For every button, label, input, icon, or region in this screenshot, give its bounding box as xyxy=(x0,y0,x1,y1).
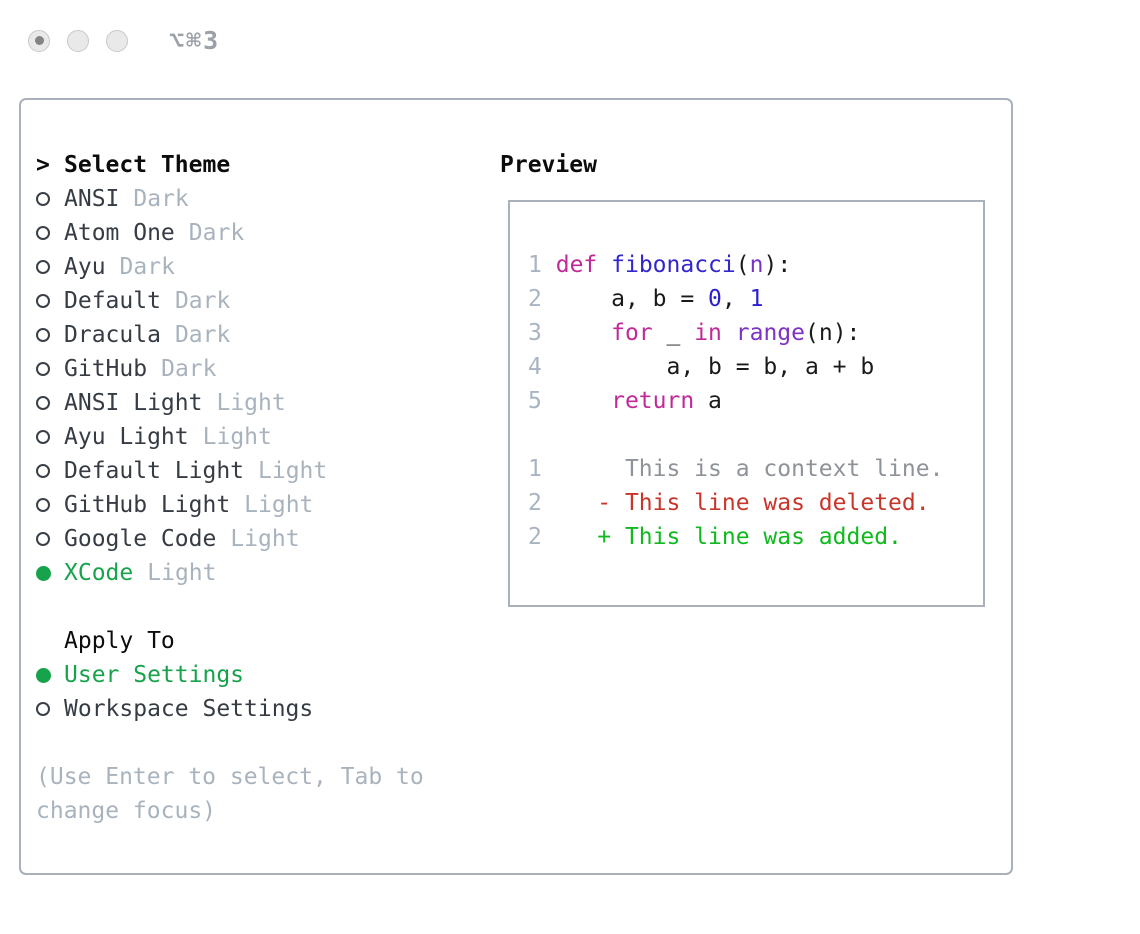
radio-selected-icon xyxy=(36,668,64,683)
code-line: 2 - This line was deleted. xyxy=(528,490,930,516)
help-text xyxy=(36,760,424,828)
code-line: 4 a, b = b, a + b xyxy=(528,354,875,380)
theme-picker-panel xyxy=(19,98,1013,875)
select-theme-header xyxy=(36,148,424,182)
apply-option-label: Workspace Settings xyxy=(64,696,314,722)
theme-variant-label: Dark xyxy=(188,220,245,246)
apply-to-list xyxy=(36,658,424,726)
radio-icon xyxy=(36,532,64,546)
radio-icon xyxy=(36,328,64,342)
titlebar xyxy=(28,26,220,55)
theme-variant-label: Light xyxy=(216,390,286,416)
theme-variant-label: Dark xyxy=(119,254,175,280)
help-line-2: change focus) xyxy=(36,798,217,824)
theme-option-ansi-light-light[interactable] xyxy=(36,386,424,420)
radio-icon xyxy=(36,464,64,478)
radio-icon xyxy=(36,192,64,206)
theme-option-default-dark[interactable] xyxy=(36,284,424,318)
theme-name-label: Ayu Light xyxy=(64,424,189,450)
spacer xyxy=(36,590,424,624)
theme-option-ayu-dark[interactable] xyxy=(36,250,424,284)
apply-to-heading: Apply To xyxy=(64,628,175,654)
radio-icon xyxy=(36,226,64,240)
code-line: 3 for _ in range(n): xyxy=(528,320,861,346)
radio-icon xyxy=(36,260,64,274)
select-theme-title: Select Theme xyxy=(64,152,231,178)
apply-option-workspace-settings[interactable] xyxy=(36,692,424,726)
radio-icon xyxy=(36,498,64,512)
preview-box xyxy=(508,200,985,607)
theme-option-ansi-dark[interactable] xyxy=(36,182,424,216)
code-line: 5 return a xyxy=(528,388,722,414)
apply-option-user-settings[interactable] xyxy=(36,658,424,692)
theme-name-label: Default Light xyxy=(64,458,245,484)
theme-name-label: GitHub Light xyxy=(64,492,231,518)
theme-variant-label: Light xyxy=(258,458,328,484)
radio-icon xyxy=(36,362,64,376)
theme-name-label: XCode xyxy=(64,560,134,586)
theme-variant-label: Light xyxy=(202,424,272,450)
theme-variant-label: Dark xyxy=(133,186,189,212)
theme-variant-label: Dark xyxy=(174,322,231,348)
theme-variant-label: Light xyxy=(147,560,217,586)
theme-option-dracula-dark[interactable] xyxy=(36,318,424,352)
theme-name-label: Default xyxy=(64,288,161,314)
radio-icon xyxy=(36,430,64,444)
window-button-zoom[interactable] xyxy=(106,30,128,52)
window-button-close[interactable] xyxy=(28,30,50,52)
preview-heading: Preview xyxy=(500,152,597,178)
theme-name-label: Atom One xyxy=(64,220,175,246)
theme-name-label: Dracula xyxy=(64,322,161,348)
preview-column xyxy=(500,148,985,607)
theme-name-label: Google Code xyxy=(64,526,217,552)
spacer xyxy=(36,726,424,760)
theme-name-label: ANSI xyxy=(64,186,120,212)
help-line-1: (Use Enter to select, Tab to xyxy=(36,764,424,790)
theme-option-ayu-light-light[interactable] xyxy=(36,420,424,454)
theme-option-atom-one-dark[interactable] xyxy=(36,216,424,250)
radio-icon xyxy=(36,702,64,716)
window-button-dot-icon xyxy=(35,36,44,45)
theme-option-google-code-light[interactable] xyxy=(36,522,424,556)
code-line xyxy=(528,418,983,452)
code-line: 1 def fibonacci(n): xyxy=(528,252,792,278)
code-line: 2 a, b = 0, 1 xyxy=(528,286,764,312)
theme-option-default-light-light[interactable] xyxy=(36,454,424,488)
radio-icon xyxy=(36,396,64,410)
apply-option-label: User Settings xyxy=(64,662,245,688)
theme-option-github-light-light[interactable] xyxy=(36,488,424,522)
window-button-minimize[interactable] xyxy=(67,30,89,52)
code-line: 2 + This line was added. xyxy=(528,524,902,550)
theme-option-github-dark[interactable] xyxy=(36,352,424,386)
theme-option-xcode-light[interactable] xyxy=(36,556,424,590)
theme-list xyxy=(36,182,424,590)
theme-name-label: ANSI Light xyxy=(64,390,203,416)
theme-list-column xyxy=(36,148,424,828)
theme-variant-label: Light xyxy=(244,492,314,518)
selection-cursor-icon: > xyxy=(36,152,50,178)
theme-variant-label: Dark xyxy=(174,288,231,314)
theme-variant-label: Dark xyxy=(161,356,217,382)
code-line: 1 This is a context line. xyxy=(528,456,944,482)
radio-selected-icon xyxy=(36,566,64,581)
window-title: ⌥⌘3 xyxy=(169,26,221,55)
radio-icon xyxy=(36,294,64,308)
theme-name-label: GitHub xyxy=(64,356,148,382)
theme-name-label: Ayu xyxy=(64,254,106,280)
theme-variant-label: Light xyxy=(230,526,300,552)
